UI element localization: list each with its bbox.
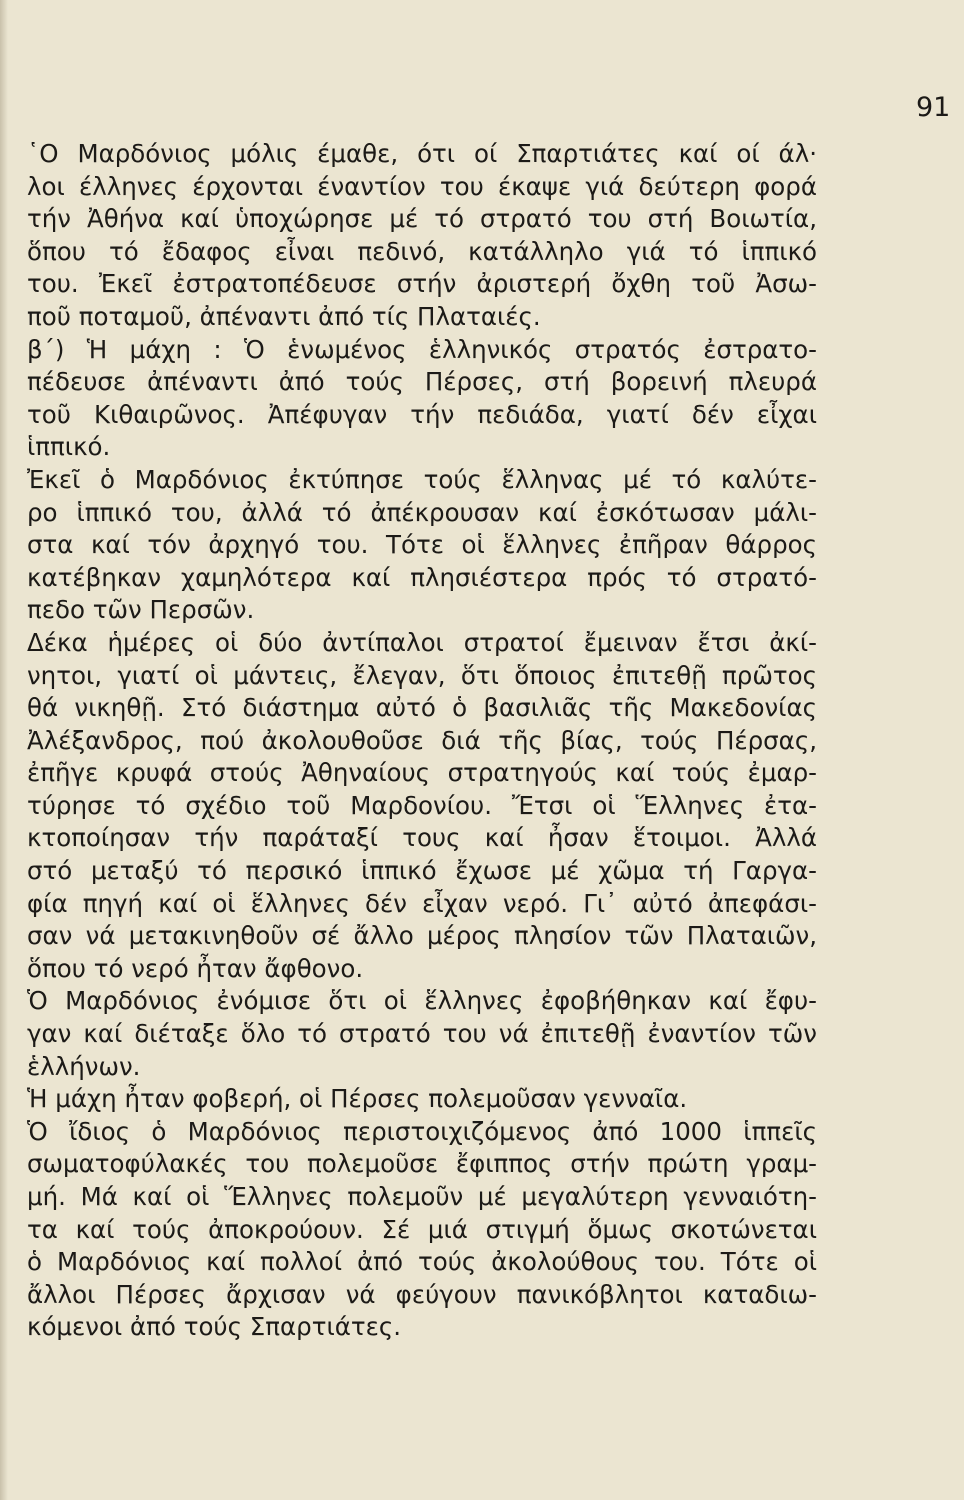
text-line: ὅπου τό νερό ἦταν ἄφθονο.	[27, 953, 364, 983]
text-line: ἱππικό.	[27, 432, 111, 462]
text-line: στό μεταξύ τό περσικό ἱππικό ἔχωσε μέ χῶμα τή Γαργα-	[27, 856, 817, 886]
text-line: θά νικηθῇ. Στό διάστημα αὐτό ὁ βασιλιᾶς τῆς Μακεδονίας	[27, 693, 817, 723]
text-line: λοι έλληνες έρχονται έναντίον του έκαψε γιά δεύτερη φορά	[27, 171, 817, 201]
text-line: του. Ἐκεῖ ἐστρατοπέδευσε στήν ἀριστερή ὄχθη τοῦ Ἀσω-	[27, 269, 817, 299]
text-line: τύρησε τό σχέδιο τοῦ Μαρδονίου. Ἔτσι οἱ Ἕλληνες ἐτα-	[27, 790, 817, 820]
page-number: 91	[916, 92, 951, 123]
text-line: μή. Μά καί οἱ Ἕλληνες πολεμοῦν μέ μεγαλύτερη γενναιότη-	[27, 1182, 817, 1211]
text-line: γαν καί διέταξε ὅλο τό στρατό του νά ἐπιτεθῇ ἐναντίον τῶν	[27, 1019, 817, 1049]
text-line: ἑλλήνων.	[27, 1051, 141, 1081]
text-line: Ὁ Μαρδόνιος ἐνόμισε ὅτι οἱ ἕλληνες ἐφοβήθηκαν καί ἔφυ-	[27, 986, 817, 1016]
text-line: πεδο τῶν Περσῶν.	[27, 595, 255, 625]
body-text	[27, 138, 817, 1344]
text-line: ῾Ο Μαρδόνιος μόλις έμαθε, ότι οί Σπαρτιάτες καί οί άλ·	[27, 139, 817, 168]
text-line: Δέκα ἡμέρες οἱ δύο ἀντίπαλοι στρατοί ἔμειναν ἔτσι ἀκί-	[27, 627, 817, 657]
text-line: ἐπῆγε κρυφά στούς Ἀθηναίους στρατηγούς καί τούς ἐμαρ-	[27, 758, 817, 788]
text-line: Ἐκεῖ ὁ Μαρδόνιος ἐκτύπησε τούς ἕλληνας μέ τό καλύτε-	[27, 464, 817, 494]
text-line: Ἡ μάχη ἦταν φοβερή, οἱ Πέρσες πολεμοῦσαν γενναῖα.	[27, 1084, 688, 1114]
text-line: Ἀλέξανδρος, πού ἀκολουθοῦσε διά τῆς βίας, τούς Πέρσας,	[27, 725, 817, 755]
text-line: πέδευσε ἀπέναντι ἀπό τούς Πέρσες, στή βορεινή πλευρά	[27, 367, 817, 397]
text-line: Ὁ ἴδιος ὁ Μαρδόνιος περιστοιχιζόμενος ἀπό 1000 ἱππεῖς	[27, 1116, 817, 1146]
text-line: νητοι, γιατί οἱ μάντεις, ἔλεγαν, ὅτι ὅποιος ἐπιτεθῇ πρῶτος	[27, 660, 817, 690]
text-line: τήν Ἀθήνα καί ὑποχώρησε μέ τό στρατό του στή Βοιωτία,	[27, 204, 817, 234]
page-binding-edge	[0, 0, 8, 1500]
text-line: ἄλλοι Πέρσες ἄρχισαν νά φεύγουν πανικόβλητοι καταδιω-	[27, 1279, 817, 1309]
text-line: κόμενοι ἀπό τούς Σπαρτιάτες.	[27, 1312, 402, 1342]
text-line: τα καί τούς ἀποκρούουν. Σέ μιά στιγμή ὅμως σκοτώνεται	[27, 1214, 817, 1244]
text-line: ὅπου τό ἔδαφος εἶναι πεδινό, κατάλληλο γιά τό ἱππικό	[27, 236, 817, 266]
text-line: κατέβηκαν χαμηλότερα καί πλησιέστερα πρός τό στρατό-	[27, 562, 817, 592]
text-line: σαν νά μετακινηθοῦν σέ ἄλλο μέρος πλησίον τῶν Πλαταιῶν,	[27, 921, 817, 951]
text-line: φία πηγή καί οἱ ἕλληνες δέν εἶχαν νερό. Γι᾿ αὐτό ἀπεφάσι-	[27, 888, 817, 918]
text-line: κτοποίησαν τήν παράταξί τους καί ἦσαν ἕτοιμοι. Ἀλλά	[27, 823, 817, 853]
text-line: τοῦ Κιθαιρῶνος. Ἀπέφυγαν τήν πεδιάδα, γιατί δέν εἶχαι	[27, 399, 817, 429]
text-line: ρο ἱππικό του, ἀλλά τό ἀπέκρουσαν καί ἐσκότωσαν μάλι-	[27, 497, 817, 527]
text-line: β΄) Ἡ μάχη : Ὁ ἑνωμένος ἑλληνικός στρατός ἐστρατο-	[27, 334, 817, 364]
text-line: σωματοφύλακές του πολεμοῦσε ἔφιππος στήν πρώτη γραμ-	[27, 1149, 817, 1179]
text-line: στα καί τόν ἀρχηγό του. Τότε οἱ ἕλληνες ἐπῆραν θάρρος	[27, 530, 817, 560]
text-line: ὁ Μαρδόνιος καί πολλοί ἀπό τούς ἀκολούθους του. Τότε οἱ	[27, 1247, 817, 1277]
text-line: ποῦ ποταμοῦ, ἀπέναντι ἀπό τίς Πλαταιές.	[27, 301, 541, 331]
